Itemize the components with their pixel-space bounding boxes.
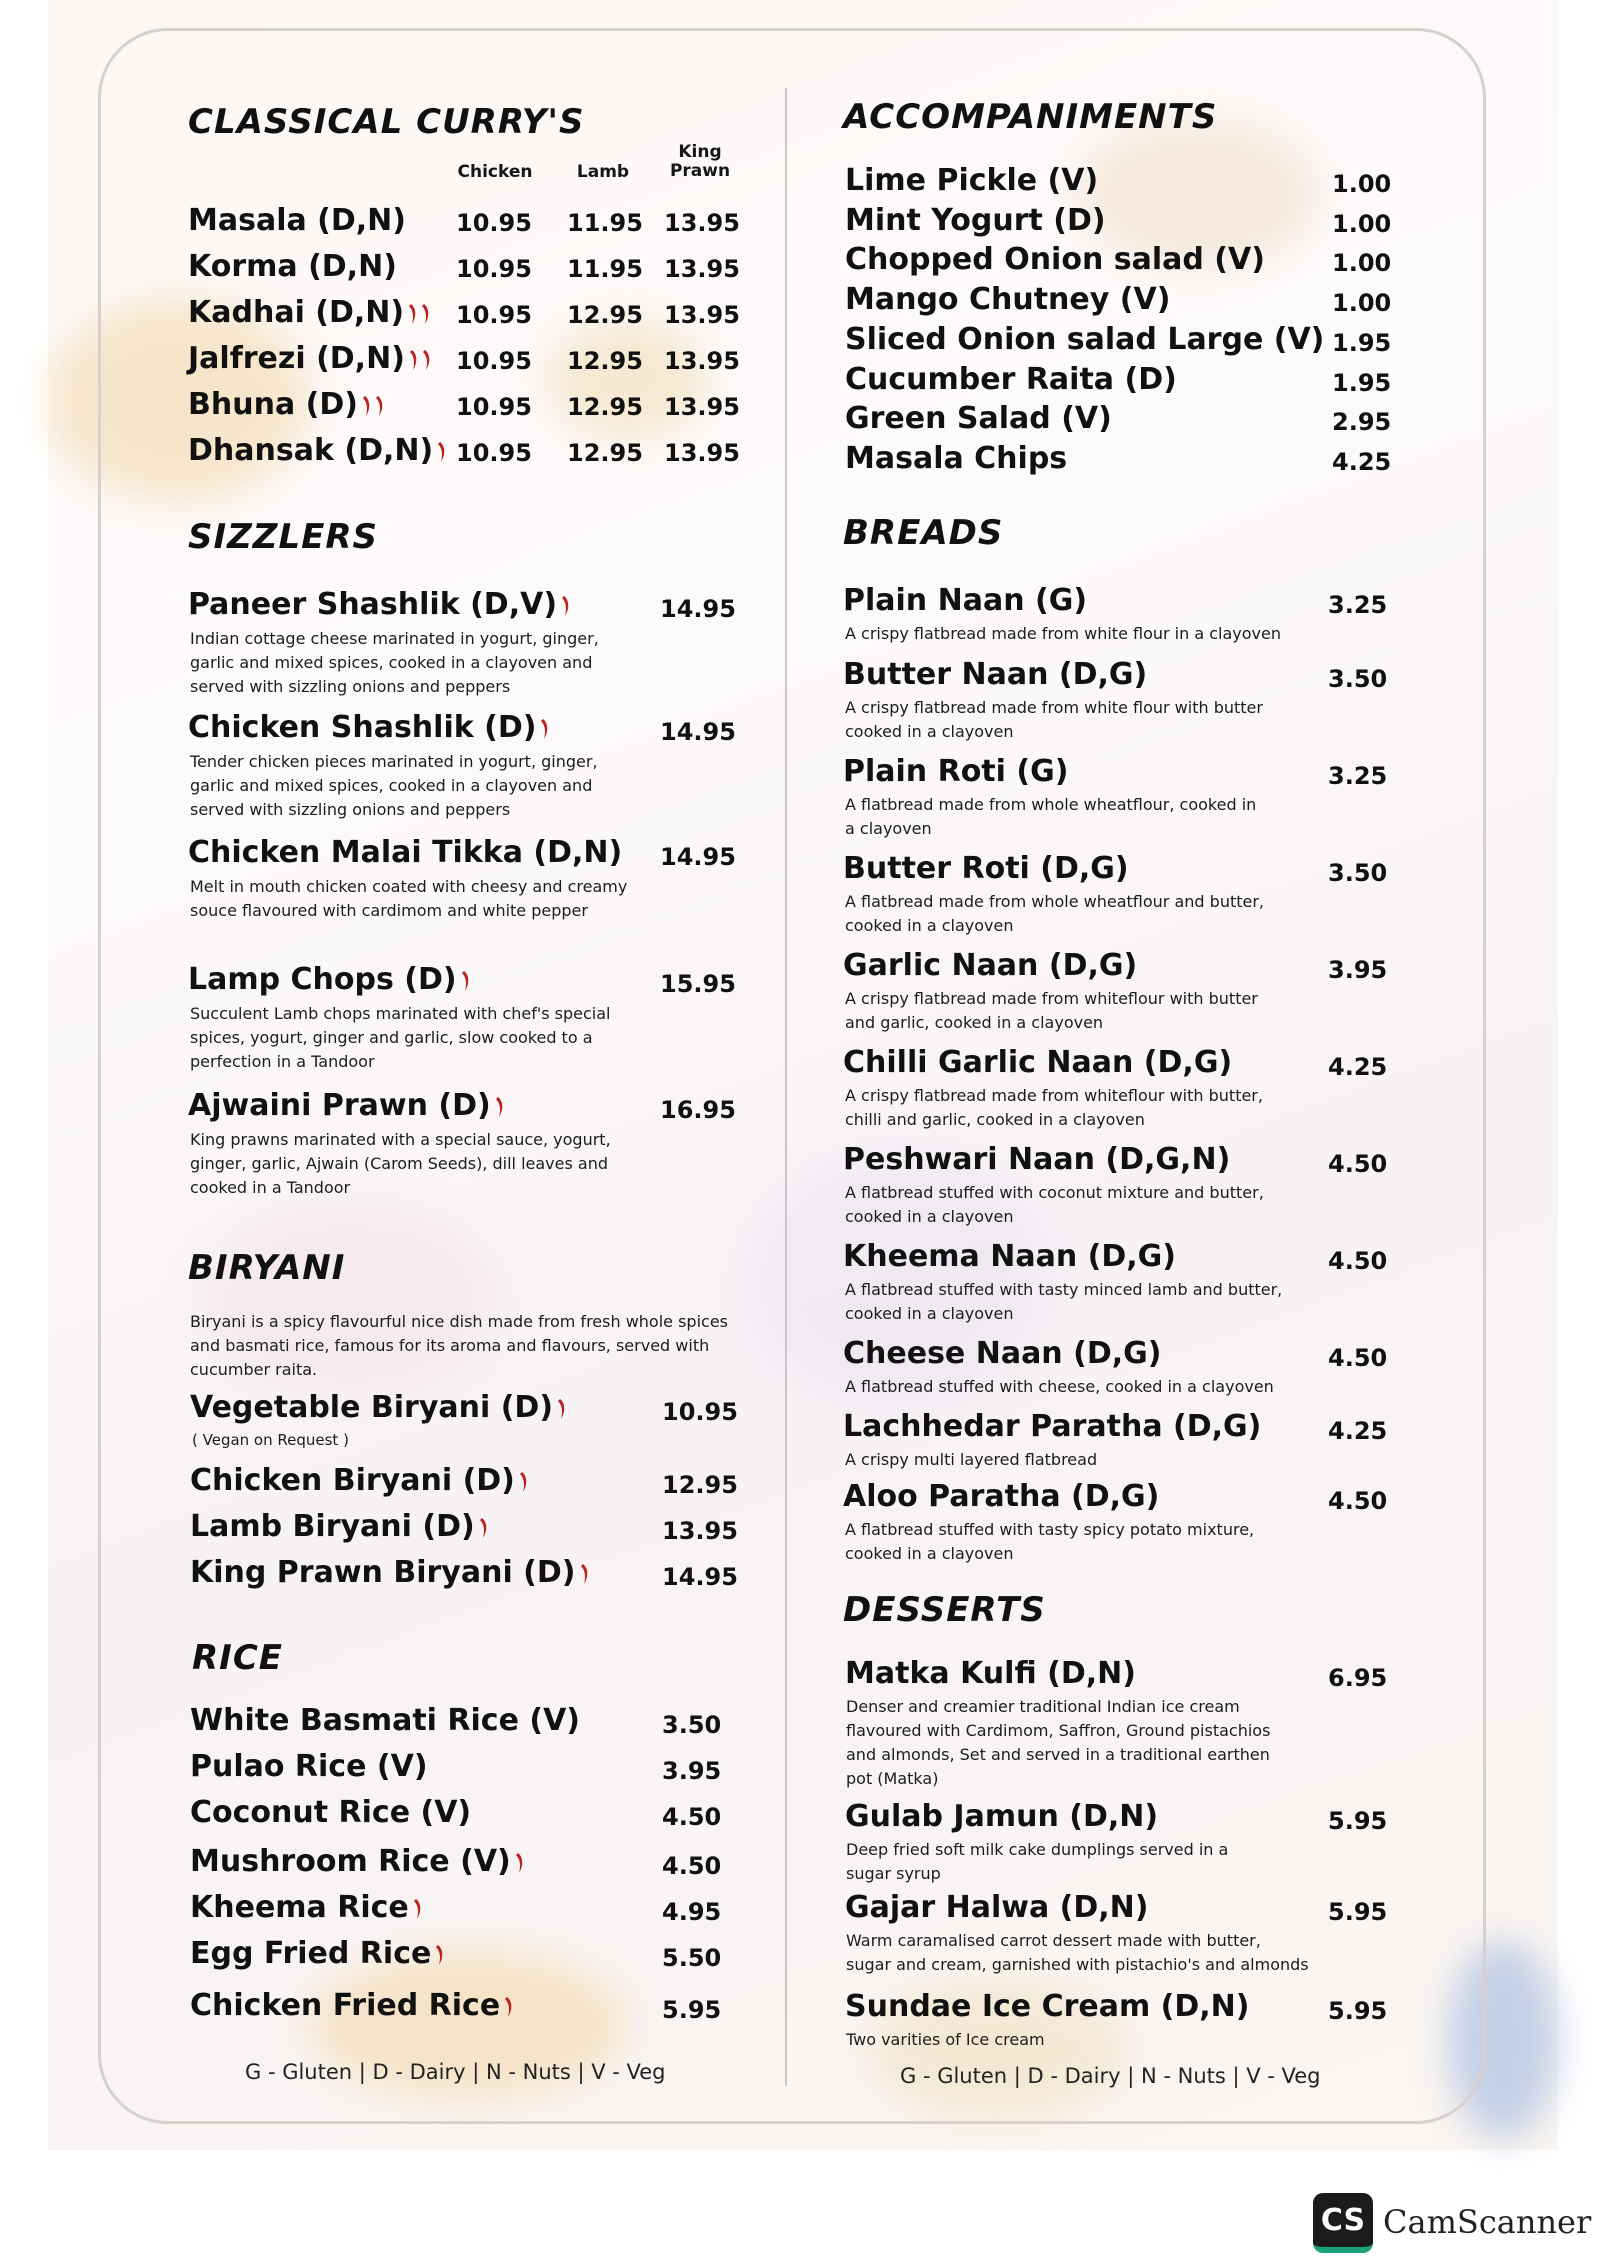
chili-icon	[435, 1944, 444, 1966]
item-price: 4.50	[1328, 1150, 1388, 1178]
price-lamb: 12.95	[567, 439, 643, 467]
item-name: Chilli Garlic Naan (D,G)	[843, 1045, 1233, 1080]
item-name-text: Pulao Rice (V)	[190, 1749, 428, 1784]
item-description: and basmati rice, famous for its aroma and flavours, served with	[190, 1336, 710, 1355]
item-price: 4.50	[662, 1803, 722, 1831]
item-price: 4.50	[1328, 1247, 1388, 1275]
column-header-prawn: King	[678, 142, 722, 162]
item-price: 2.95	[1332, 408, 1392, 437]
section-title: RICE	[192, 1638, 284, 1678]
price-prawn: 13.95	[664, 347, 740, 375]
item-price: 14.95	[662, 1563, 738, 1591]
item-name: Cucumber Raita (D)	[845, 361, 1177, 397]
item-price: 15.95	[660, 970, 736, 998]
item-description: A crispy flatbread made from white flour with butter	[845, 698, 1263, 717]
price-chicken: 10.95	[456, 301, 532, 329]
item-name-text: Kheema Rice	[190, 1890, 409, 1925]
item-name	[188, 587, 570, 622]
price-chicken: 10.95	[456, 393, 532, 421]
item-name: Sundae Ice Cream (D,N)	[845, 1989, 1250, 2024]
price-lamb: 11.95	[567, 255, 643, 283]
item-description: Succulent Lamb chops marinated with chef's special	[190, 1004, 611, 1023]
item-name: Matka Kulfi (D,N)	[845, 1656, 1136, 1691]
item-price: 5.95	[1328, 1807, 1388, 1835]
item-description: A flatbread made from whole wheatflour and butter,	[845, 892, 1265, 911]
chili-icon	[479, 1517, 488, 1539]
item-price: 4.25	[1328, 1053, 1388, 1081]
item-name	[188, 249, 397, 284]
item-description: King prawns marinated with a special sauce, yogurt,	[190, 1130, 611, 1149]
item-name: Gajar Halwa (D,N)	[845, 1890, 1149, 1925]
item-description: cooked in a clayoven	[845, 1544, 1014, 1563]
chili-icon	[495, 1096, 504, 1118]
chili-icon	[437, 441, 446, 463]
chili-icon	[557, 1398, 566, 1420]
price-prawn: 13.95	[664, 255, 740, 283]
item-name	[188, 710, 549, 745]
item-name: Gulab Jamun (D,N)	[845, 1799, 1159, 1834]
item-description: Melt in mouth chicken coated with cheesy and creamy	[190, 877, 628, 896]
item-name	[190, 1463, 528, 1498]
item-name	[190, 1749, 428, 1784]
item-name	[190, 1844, 524, 1879]
item-description: and garlic, cooked in a clayoven	[845, 1013, 1104, 1032]
item-price: 16.95	[660, 1096, 736, 1124]
chili-icon	[504, 1996, 513, 2018]
item-name	[188, 295, 430, 330]
item-name: Butter Naan (D,G)	[843, 657, 1148, 692]
price-chicken: 10.95	[456, 209, 532, 237]
item-name-text: Kadhai (D,N)	[188, 295, 405, 330]
item-price: 10.95	[662, 1398, 738, 1426]
item-name-text: Chicken Fried Rice	[190, 1988, 501, 2023]
item-description: A crispy multi layered flatbread	[845, 1450, 1098, 1469]
item-description: cooked in a clayoven	[845, 1207, 1014, 1226]
section-title: BREADS	[843, 513, 1004, 553]
item-description: cooked in a clayoven	[845, 1304, 1014, 1323]
item-name-text: Ajwaini Prawn (D)	[188, 1088, 491, 1123]
item-price: 3.25	[1328, 591, 1388, 619]
item-price: 3.50	[1328, 859, 1388, 887]
item-description: Indian cottage cheese marinated in yogurt, ginger,	[190, 629, 599, 648]
item-price: 14.95	[660, 595, 736, 623]
item-description: cucumber raita.	[190, 1360, 318, 1379]
chili-icon	[413, 1898, 422, 1920]
price-prawn: 13.95	[664, 439, 740, 467]
item-description: spices, yogurt, ginger and garlic, slow cooked to a	[190, 1028, 593, 1047]
item-name-text: Bhuna (D)	[188, 387, 358, 422]
column-header-lamb: Lamb	[576, 162, 630, 182]
allergen-legend: G - Gluten | D - Dairy | N - Nuts | V - Veg	[900, 2064, 1321, 2088]
price-lamb: 12.95	[567, 393, 643, 421]
item-description: ginger, garlic, Ajwain (Carom Seeds), dill leaves and	[190, 1154, 609, 1173]
price-chicken: 10.95	[456, 347, 532, 375]
item-price: 3.50	[1328, 665, 1388, 693]
item-description: sugar syrup	[846, 1864, 941, 1883]
item-price: 4.95	[662, 1898, 722, 1926]
item-name	[188, 835, 622, 870]
price-prawn: 13.95	[664, 301, 740, 329]
item-name	[188, 203, 406, 238]
item-price: 1.95	[1332, 328, 1392, 357]
item-name	[190, 1795, 471, 1830]
item-name: Butter Roti (D,G)	[843, 851, 1129, 886]
item-name: Mint Yogurt (D)	[845, 202, 1106, 238]
item-name	[190, 1390, 566, 1425]
item-name: Lachhedar Paratha (D,G)	[843, 1409, 1262, 1444]
item-name-text: Chicken Shashlik (D)	[188, 710, 537, 745]
item-name: Peshwari Naan (D,G,N)	[843, 1142, 1231, 1177]
item-description: cooked in a Tandoor	[190, 1178, 351, 1197]
vegan-note: ( Vegan on Request )	[192, 1431, 349, 1449]
price-lamb: 12.95	[567, 301, 643, 329]
item-price: 5.95	[662, 1996, 722, 2024]
item-name: Plain Naan (G)	[843, 583, 1088, 618]
item-price: 14.95	[660, 843, 736, 871]
column-header-prawn: Prawn	[669, 161, 731, 181]
item-price: 5.95	[1328, 1997, 1388, 2025]
chili-icon	[580, 1563, 589, 1585]
item-description: pot (Matka)	[846, 1769, 939, 1788]
item-name-text: Chicken Malai Tikka (D,N)	[188, 835, 623, 870]
item-price: 4.50	[1328, 1344, 1388, 1372]
item-name: Cheese Naan (D,G)	[843, 1336, 1162, 1371]
item-name: Sliced Onion salad Large (V)	[845, 321, 1325, 357]
section-title: DESSERTS	[843, 1590, 1046, 1630]
item-description: A crispy flatbread made from white flour in a clayoven	[845, 624, 1281, 643]
item-price: 3.25	[1328, 762, 1388, 790]
column-header-chicken: Chicken	[457, 162, 533, 182]
item-description: served with sizzling onions and peppers	[190, 800, 511, 819]
price-prawn: 13.95	[664, 209, 740, 237]
item-name-text: Lamp Chops (D)	[188, 962, 457, 997]
price-chicken: 10.95	[456, 255, 532, 283]
price-lamb: 11.95	[567, 209, 643, 237]
column-divider	[785, 88, 787, 2086]
price-chicken: 10.95	[456, 439, 532, 467]
chili-icon	[408, 303, 417, 325]
item-description: garlic and mixed spices, cooked in a clayoven and	[190, 776, 593, 795]
item-name	[190, 1936, 444, 1971]
item-description: A flatbread stuffed with tasty minced lamb and butter,	[845, 1280, 1283, 1299]
item-description: perfection in a Tandoor	[190, 1052, 375, 1071]
item-description: flavoured with Cardimom, Saffron, Ground pistachios	[846, 1721, 1271, 1740]
item-name: Mango Chutney (V)	[845, 282, 1171, 318]
camscanner-label: CamScanner	[1383, 2203, 1592, 2241]
chili-icon	[561, 595, 570, 617]
item-description: A crispy flatbread made from whiteflour with butter,	[845, 1086, 1263, 1105]
item-description: souce flavoured with cardimom and white pepper	[190, 901, 588, 920]
item-name-text: Mushroom Rice (V)	[190, 1844, 511, 1879]
item-name: Garlic Naan (D,G)	[843, 948, 1138, 983]
item-name	[188, 387, 384, 422]
item-name-text: Chicken Biryani (D)	[190, 1463, 515, 1498]
item-price: 4.50	[1328, 1487, 1388, 1515]
chili-icon	[519, 1471, 528, 1493]
item-name-text: Dhansak (D,N)	[188, 433, 434, 468]
item-description: A flatbread stuffed with cheese, cooked in a clayoven	[845, 1377, 1274, 1396]
item-name	[188, 962, 470, 997]
item-description: A crispy flatbread made from whiteflour with butter	[845, 989, 1258, 1008]
item-name-text: Korma (D,N)	[188, 249, 397, 284]
item-name	[188, 1088, 504, 1123]
chili-icon	[461, 970, 470, 992]
item-price: 3.95	[662, 1757, 722, 1785]
item-price: 3.50	[662, 1711, 722, 1739]
item-name: Green Salad (V)	[845, 401, 1112, 437]
item-description: A flatbread made from whole wheatflour, cooked in	[845, 795, 1257, 814]
chili-icon	[421, 303, 430, 325]
item-name-text: Jalfrezi (D,N)	[188, 341, 405, 376]
item-name: Kheema Naan (D,G)	[843, 1239, 1176, 1274]
item-name: Masala Chips	[845, 440, 1068, 476]
section-title: SIZZLERS	[188, 517, 379, 557]
section-title: ACCOMPANIMENTS	[843, 97, 1218, 137]
item-name-text: Paneer Shashlik (D,V)	[188, 587, 558, 622]
item-description: Tender chicken pieces marinated in yogurt, ginger,	[190, 752, 598, 771]
item-price: 14.95	[660, 718, 736, 746]
item-price: 1.00	[1332, 209, 1392, 238]
item-price: 4.25	[1332, 447, 1392, 476]
item-description: A flatbread stuffed with tasty spicy potato mixture,	[845, 1520, 1255, 1539]
item-description: a clayoven	[845, 819, 932, 838]
item-name	[190, 1988, 513, 2023]
item-description: and almonds, Set and served in a traditional earthen	[846, 1745, 1270, 1764]
item-price: 3.95	[1328, 956, 1388, 984]
item-description: cooked in a clayoven	[845, 722, 1014, 741]
item-description: Biryani is a spicy flavourful nice dish made from fresh whole spices	[190, 1312, 728, 1331]
item-price: 12.95	[662, 1471, 738, 1499]
item-name	[188, 433, 446, 468]
item-description: Deep fried soft milk cake dumplings served in a	[846, 1840, 1229, 1859]
item-name-text: Egg Fried Rice	[190, 1936, 432, 1971]
item-description: Denser and creamier traditional Indian ice cream	[846, 1697, 1240, 1716]
item-description: cooked in a clayoven	[845, 916, 1014, 935]
item-price: 13.95	[662, 1517, 738, 1545]
item-description: sugar and cream, garnished with pistachio's and almonds	[846, 1955, 1309, 1974]
item-price: 1.00	[1332, 170, 1392, 198]
item-description: Warm caramalised carrot dessert made with butter,	[846, 1931, 1261, 1950]
item-name-text: Masala (D,N)	[188, 203, 406, 238]
item-name: Chopped Onion salad (V)	[845, 242, 1265, 278]
item-name-text: Vegetable Biryani (D)	[190, 1390, 554, 1425]
item-price: 6.95	[1328, 1664, 1388, 1692]
item-price: 5.50	[662, 1944, 722, 1972]
item-name-text: Coconut Rice (V)	[190, 1795, 472, 1830]
item-name-text: White Basmati Rice (V)	[190, 1703, 580, 1738]
item-price: 5.95	[1328, 1898, 1388, 1926]
item-price: 1.00	[1332, 289, 1392, 318]
item-name	[190, 1703, 580, 1738]
item-description: Two varities of Ice cream	[846, 2030, 1045, 2049]
item-description: A flatbread stuffed with coconut mixture and butter,	[845, 1183, 1264, 1202]
chili-icon	[362, 395, 371, 417]
item-name: Aloo Paratha (D,G)	[843, 1479, 1160, 1514]
item-price: 4.25	[1328, 1417, 1388, 1445]
chili-icon	[422, 349, 431, 371]
price-prawn: 13.95	[664, 393, 740, 421]
item-description: garlic and mixed spices, cooked in a clayoven and	[190, 653, 593, 672]
item-name: Lime Pickle (V)	[845, 163, 1099, 198]
item-name	[188, 341, 431, 376]
item-name	[190, 1555, 589, 1590]
chili-icon	[515, 1852, 524, 1874]
item-price: 1.00	[1332, 249, 1392, 278]
chili-icon	[375, 395, 384, 417]
item-price: 4.50	[662, 1852, 722, 1880]
item-description: chilli and garlic, cooked in a clayoven	[845, 1110, 1145, 1129]
item-description: served with sizzling onions and peppers	[190, 677, 511, 696]
item-price: 1.95	[1332, 368, 1392, 397]
item-name-text: King Prawn Biryani (D)	[190, 1555, 576, 1590]
item-name-text: Lamb Biryani (D)	[190, 1509, 475, 1544]
section-title: CLASSICAL CURRY'S	[188, 102, 585, 142]
item-name	[190, 1890, 422, 1925]
chili-icon	[409, 349, 418, 371]
camscanner-logo: CS	[1313, 2193, 1373, 2253]
item-name: Plain Roti (G)	[843, 754, 1069, 789]
allergen-legend: G - Gluten | D - Dairy | N - Nuts | V - Veg	[245, 2060, 666, 2084]
price-lamb: 12.95	[567, 347, 643, 375]
item-name	[190, 1509, 488, 1544]
section-title: BIRYANI	[188, 1248, 346, 1288]
chili-icon	[540, 718, 549, 740]
